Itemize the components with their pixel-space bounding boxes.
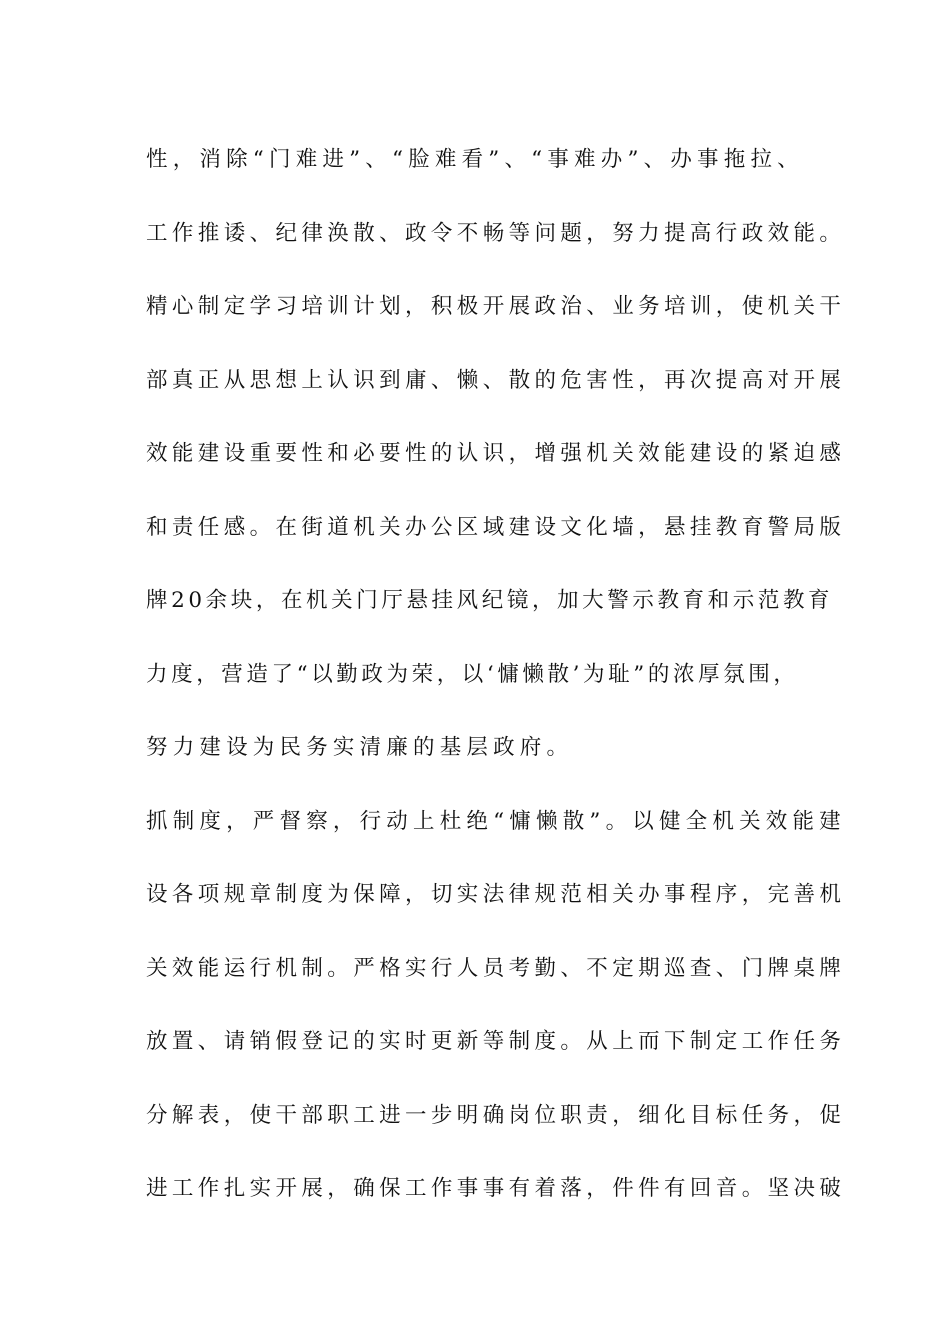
text-line: 效能建设重要性和必要性的认识，增强机关效能建设的紧迫感 bbox=[146, 441, 846, 466]
text-line: 性，消除“门难进”、“脸难看”、“事难办”、办事拖拉、 bbox=[146, 147, 804, 172]
text-line: 部真正从思想上认识到庸、懒、散的危害性，再次提高对开展 bbox=[146, 367, 846, 393]
text-line: 分解表，使干部职工进一步明确岗位职责，细化目标任务，促 bbox=[146, 1102, 846, 1128]
text-line: 放置、请销假登记的实时更新等制度。从上而下制定工作任务 bbox=[146, 1029, 846, 1054]
text-line: 精心制定学习培训计划，积极开展政治、业务培训，使机关干 bbox=[146, 294, 846, 319]
text-line: 进工作扎实开展，确保工作事事有着落，件件有回音。坚决破 bbox=[146, 1176, 846, 1201]
text-line: 关效能运行机制。严格实行人员考勤、不定期巡查、门牌桌牌 bbox=[146, 955, 846, 981]
text-line: 和责任感。在街道机关办公区域建设文化墙，悬挂教育警局版 bbox=[146, 514, 846, 540]
document-body bbox=[146, 134, 846, 1237]
text-line: 设各项规章制度为保障，切实法律规范相关办事程序，完善机 bbox=[146, 882, 846, 907]
text-line: 力度，营造了“以勤政为荣，以‘慵懒散’为耻”的浓厚氛围， bbox=[146, 661, 799, 687]
text-line: 努力建设为民务实清廉的基层政府。 bbox=[146, 735, 574, 760]
text-line: 牌20余块，在机关门厅悬挂风纪镜，加大警示教育和示范教育 bbox=[146, 588, 834, 613]
text-line: 抓制度，严督察，行动上杜绝“慵懒散”。以健全机关效能建 bbox=[146, 808, 846, 834]
text-line: 工作推诿、纪律涣散、政令不畅等问题，努力提高行政效能。 bbox=[146, 220, 846, 246]
